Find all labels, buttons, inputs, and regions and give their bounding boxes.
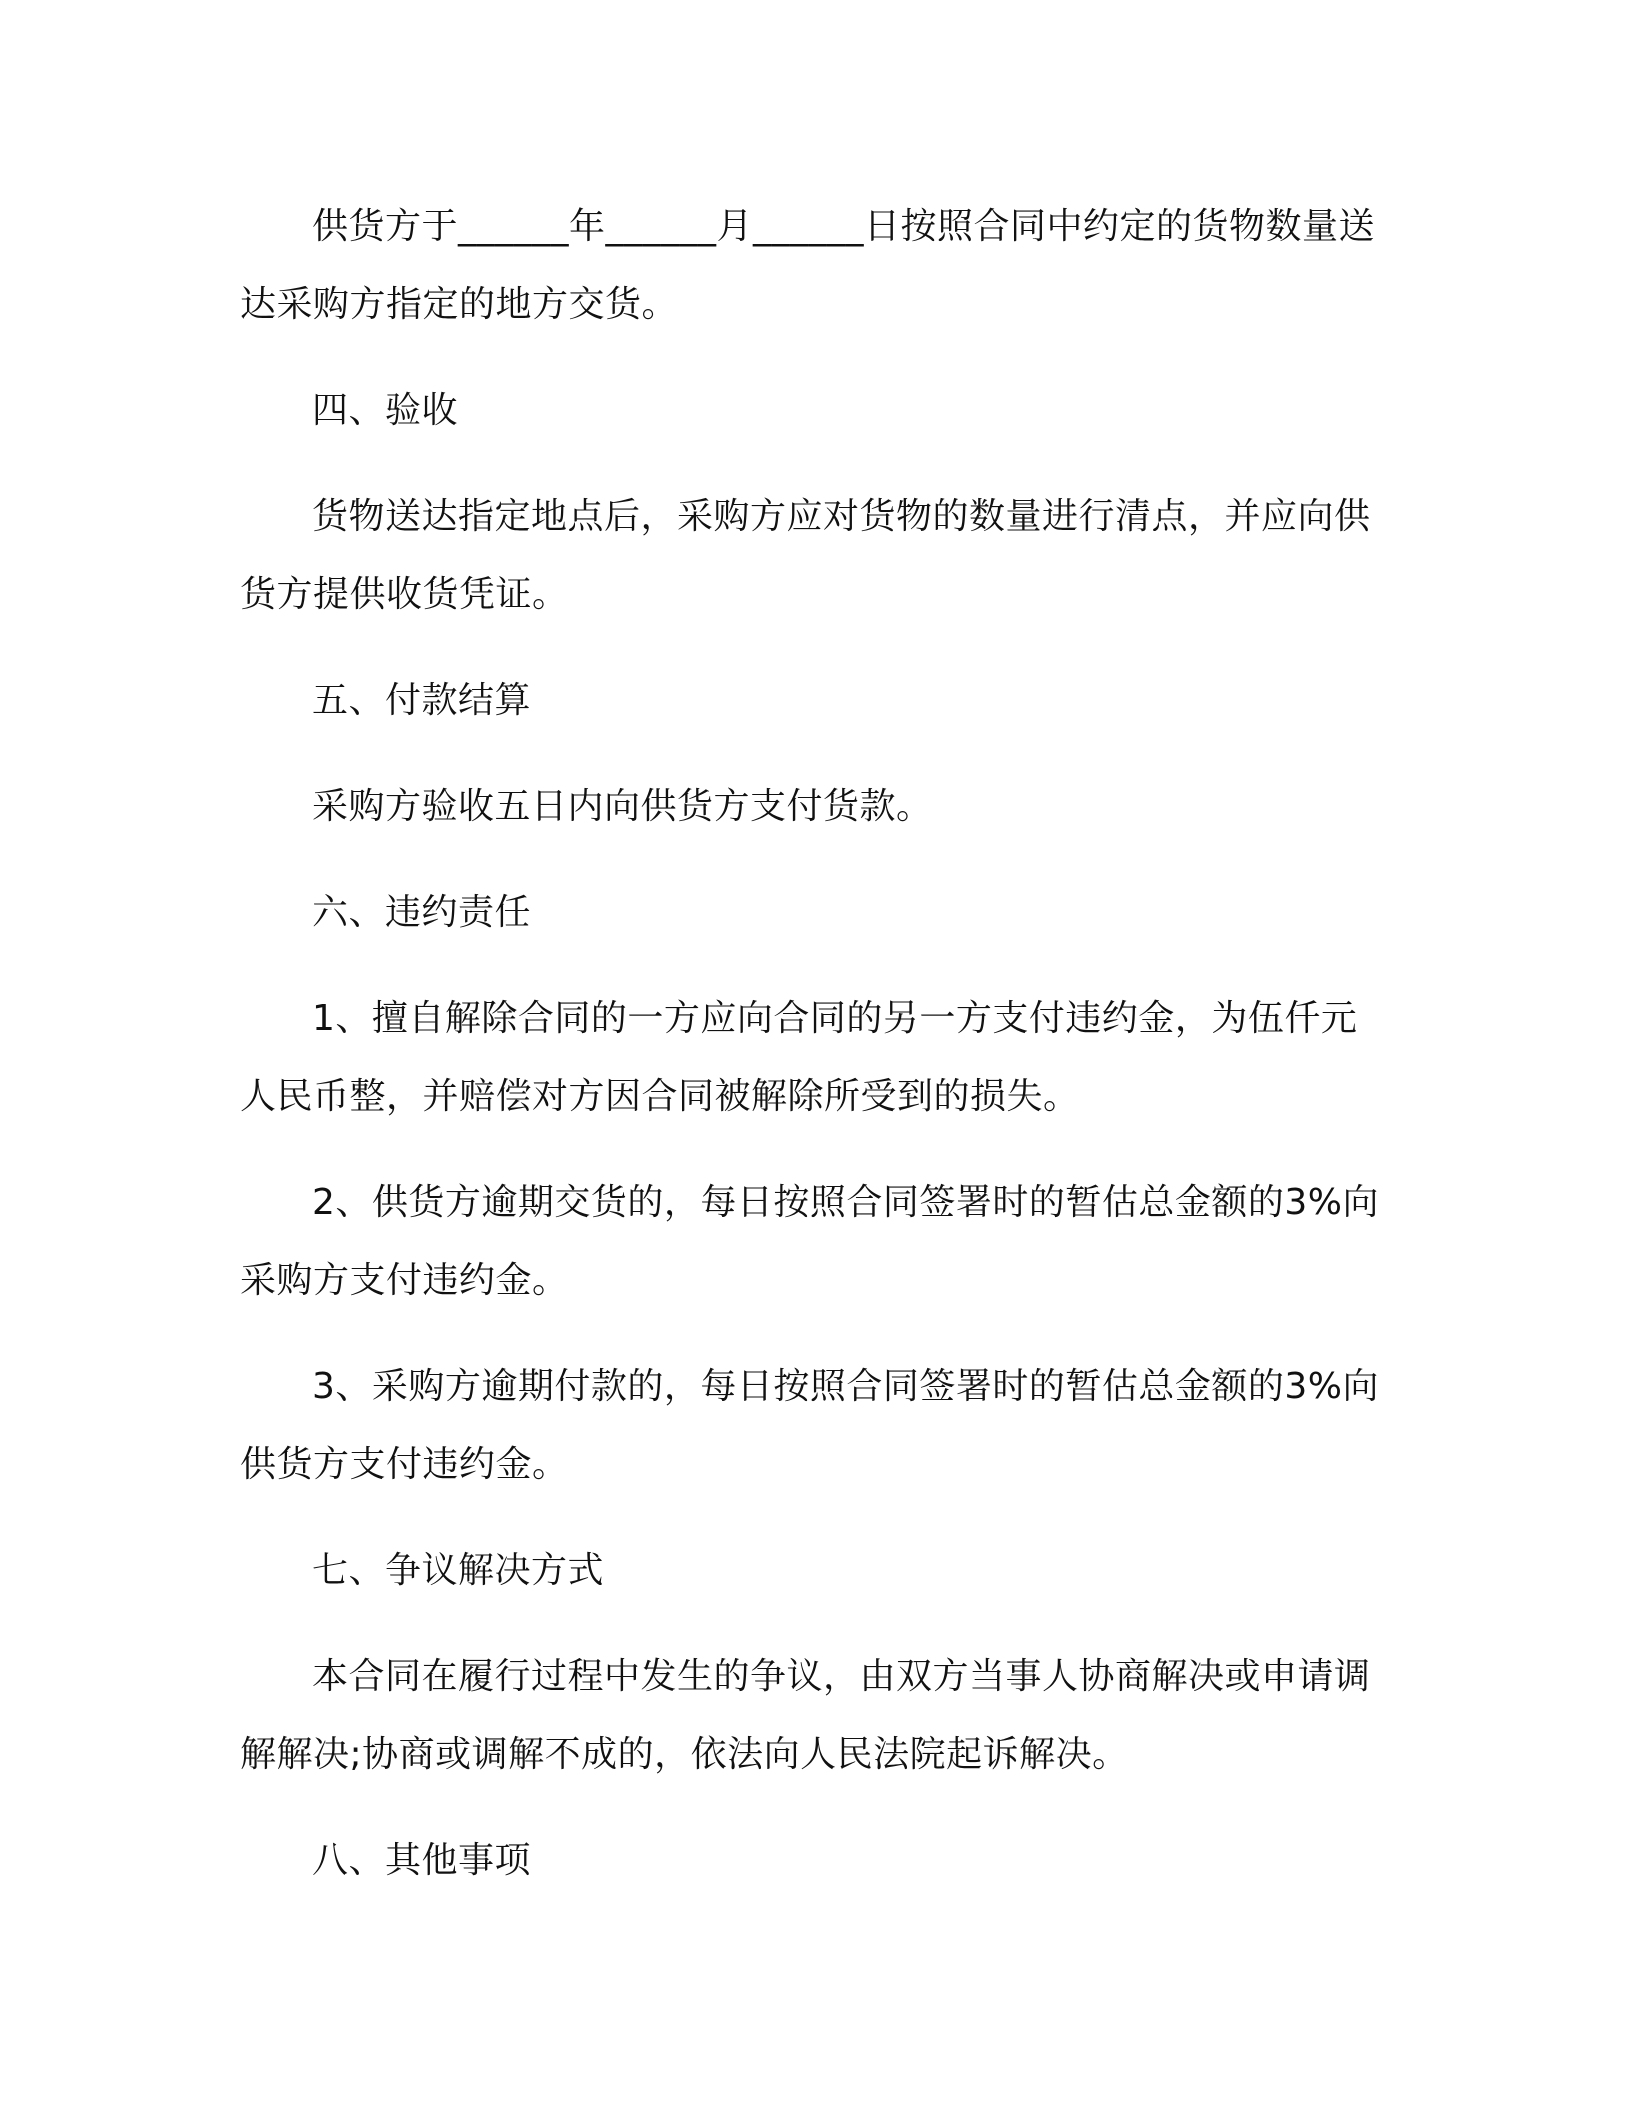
section-5-heading: 五、付款结算 [312, 680, 532, 721]
section-6-heading: 六、违约责任 [312, 892, 532, 933]
delivery-clause: 供货方于______年______月______日按照合同中约定的货物数量送达采购方指定的地方交货。 [240, 206, 1376, 325]
section-7-heading: 七、争议解决方式 [312, 1550, 605, 1591]
payment-clause: 采购方验收五日内向供货方支付货款。 [312, 786, 933, 827]
liability-clause-3: 3、采购方逾期付款的，每日按照合同签署时的暂估总金额的3%向供货方支付违约金。 [240, 1366, 1380, 1485]
section-8-heading: 八、其他事项 [312, 1840, 532, 1881]
dispute-clause: 本合同在履行过程中发生的争议，由双方当事人协商解决或申请调解解决;协商或调解不成的，依法向人民法院起诉解决。 [240, 1656, 1371, 1775]
document-body [240, 188, 1390, 1928]
acceptance-clause: 货物送达指定地点后，采购方应对货物的数量进行清点，并应向供货方提供收货凭证。 [240, 496, 1371, 615]
section-4-heading: 四、验收 [312, 390, 459, 431]
liability-clause-2: 2、供货方逾期交货的，每日按照合同签署时的暂估总金额的3%向采购方支付违约金。 [240, 1182, 1380, 1301]
liability-clause-1: 1、擅自解除合同的一方应向合同的另一方支付违约金，为伍仟元人民币整，并赔偿对方因合同被解除所受到的损失。 [240, 998, 1358, 1117]
